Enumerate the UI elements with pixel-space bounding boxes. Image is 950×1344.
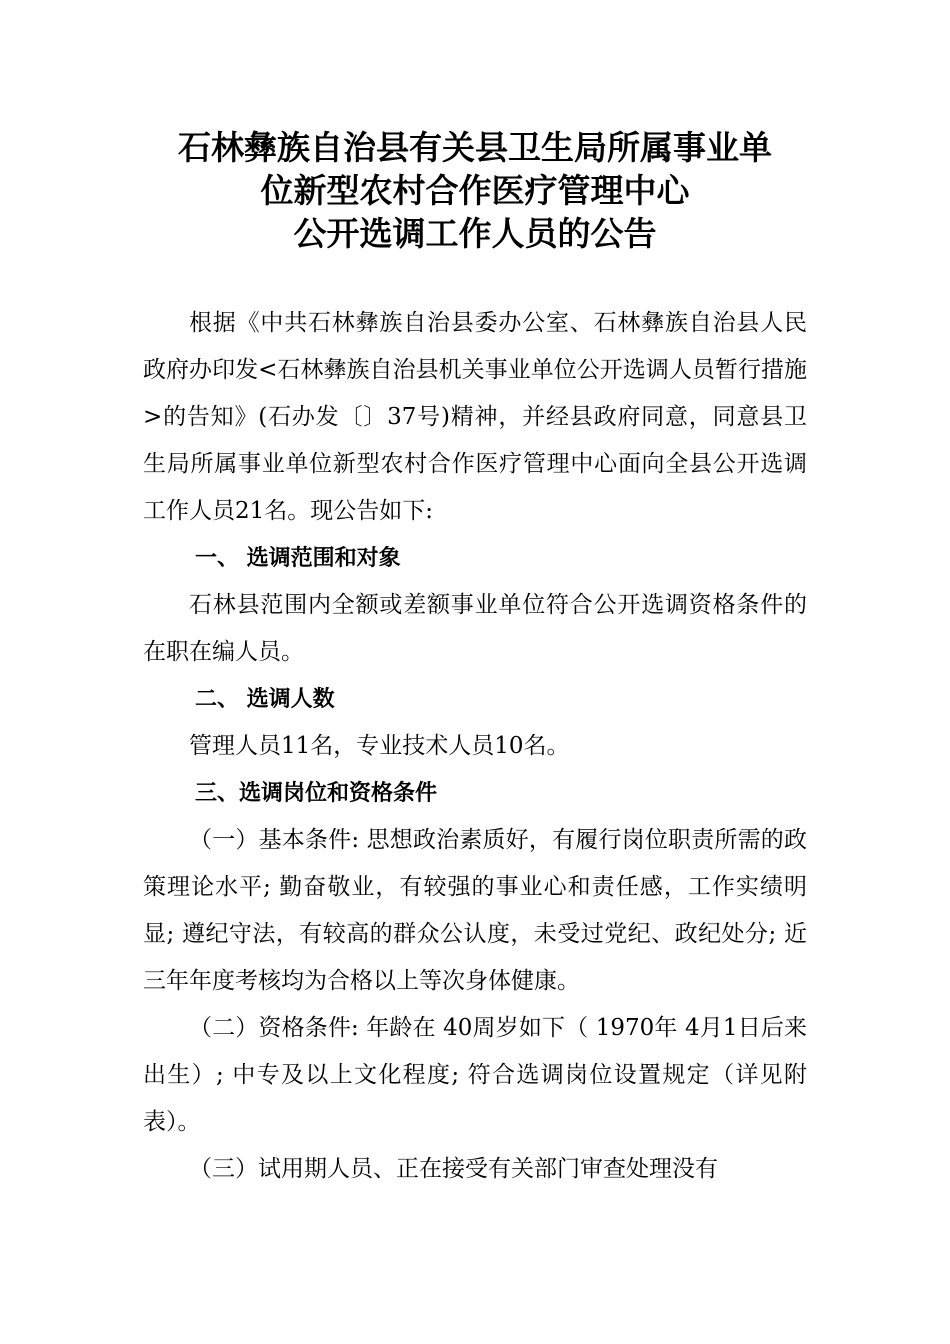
section-heading-number: 二、 选调人数 bbox=[195, 687, 335, 712]
section-heading-conditions: 三、选调岗位和资格条件 bbox=[195, 781, 438, 806]
section-text-scope: 石林县范围内全额或差额事业单位符合公开选调资格条件的在职在编人员。 bbox=[143, 592, 807, 665]
intro-paragraph: 根据《中共石林彝族自治县委办公室、石林彝族自治县人民政府办印发<石林彝族自治县机关事业单位公开选调人员暂行措施>的告知》(石办发〔〕37号)精神，并经县政府同意，同意县卫生局所属事业单位新型农村合作医疗管理中心面向全县公开选调工作人员21名。现公告如下: bbox=[143, 310, 807, 524]
title-line-2: 位新型农村合作医疗管理中心 bbox=[260, 171, 690, 210]
condition-basic-paragraph: （一）基本条件: 思想政治素质好，有履行岗位职责所需的政策理论水平; 勤奋敬业，有较强的事业心和责任感，工作实绩明显; 遵纪守法，有较高的群众公认度，未受过党纪、政纪处分; 近三年年度考核均为合格以上等次身体健康。 bbox=[143, 827, 807, 994]
section-text-number: 管理人员11名，专业技术人员10名。 bbox=[189, 733, 570, 759]
condition-qualification-paragraph: （二）资格条件: 年龄在 40周岁如下（ 1970年 4月1日后来出生）; 中专及以上文化程度; 符合选调岗位设置规定（详见附表）。 bbox=[143, 1015, 807, 1135]
section-heading-scope: 一、 选调范围和对象 bbox=[195, 546, 401, 571]
document-title bbox=[120, 126, 830, 255]
title-line-1: 石林彝族自治县有关县卫生局所属事业单 bbox=[178, 128, 772, 167]
condition-exclusion-paragraph: （三）试用期人员、正在接受有关部门审查处理没有 bbox=[189, 1156, 718, 1182]
title-line-3: 公开选调工作人员的公告 bbox=[293, 214, 657, 253]
document-body bbox=[143, 300, 807, 1193]
